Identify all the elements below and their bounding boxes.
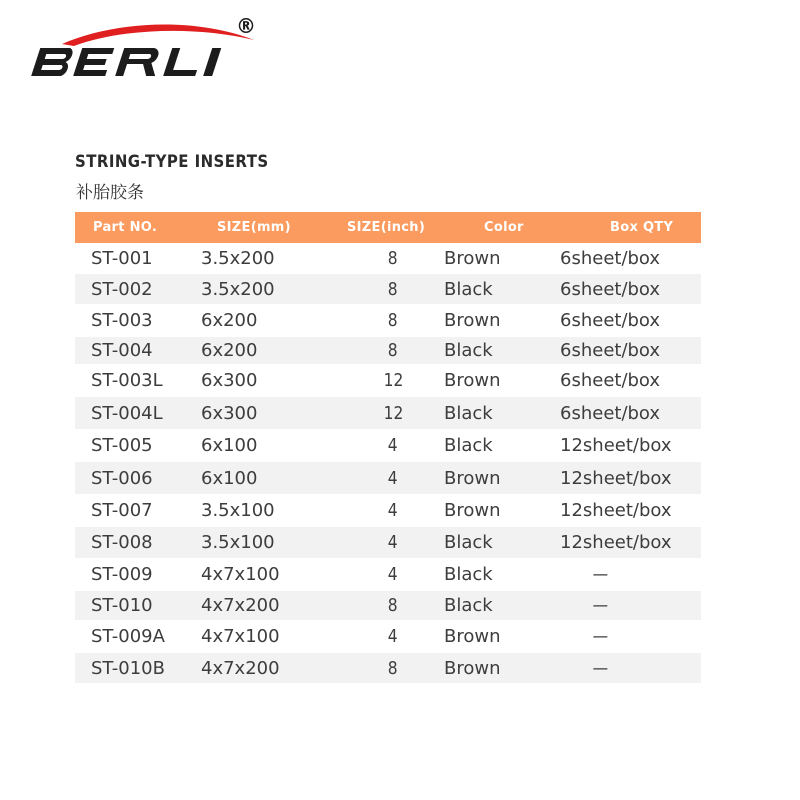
color-value: Brown bbox=[444, 467, 501, 489]
table-row bbox=[75, 337, 701, 364]
table-body bbox=[75, 243, 701, 683]
cell-part-no bbox=[91, 532, 217, 553]
cell-color bbox=[442, 564, 560, 585]
size-inch-value: 4 bbox=[388, 564, 398, 585]
color-value: Brown bbox=[444, 248, 501, 269]
part-no-value: ST-002 bbox=[91, 278, 153, 300]
size-inch-value: 8 bbox=[388, 248, 398, 269]
column-header-size-inch: SIZE(inch) bbox=[347, 220, 426, 235]
column-header-box-qty: Box QTY bbox=[610, 220, 674, 235]
box-qty-value: 6sheet/box bbox=[560, 248, 661, 269]
cell-box-qty bbox=[560, 564, 700, 585]
table-row bbox=[75, 364, 701, 397]
cell-size-inch bbox=[344, 340, 442, 361]
cell-size-mm bbox=[201, 532, 344, 553]
cell-color bbox=[442, 403, 560, 424]
box-qty-value: 6sheet/box bbox=[560, 278, 661, 300]
box-qty-value: 12sheet/box bbox=[560, 532, 672, 553]
product-table bbox=[75, 212, 701, 683]
berli-logo bbox=[22, 18, 272, 80]
cell-part-no bbox=[91, 500, 217, 521]
cell-part-no bbox=[91, 658, 217, 679]
cell-box-qty bbox=[560, 626, 700, 647]
size-inch-value: 4 bbox=[388, 435, 398, 456]
cell-part-no bbox=[91, 370, 217, 391]
table-row bbox=[75, 274, 701, 304]
cell-part-no bbox=[91, 595, 217, 616]
table-row bbox=[75, 591, 701, 620]
cell-size-mm bbox=[201, 340, 344, 361]
color-value: Brown bbox=[444, 370, 501, 391]
cell-size-inch bbox=[344, 248, 442, 269]
size-mm-value: 4x7x100 bbox=[201, 564, 280, 585]
size-mm-value: 3.5x200 bbox=[201, 278, 275, 300]
size-mm-value: 3.5x200 bbox=[201, 248, 275, 269]
part-no-value: ST-007 bbox=[91, 500, 153, 521]
table-row bbox=[75, 494, 701, 527]
cell-part-no bbox=[91, 403, 217, 424]
cell-color bbox=[442, 370, 560, 391]
part-no-value: ST-004L bbox=[91, 402, 163, 424]
table-row bbox=[75, 527, 701, 558]
color-value: Black bbox=[444, 435, 493, 456]
size-inch-value: 8 bbox=[388, 595, 398, 616]
color-value: Brown bbox=[444, 310, 501, 331]
color-value: Brown bbox=[444, 657, 501, 679]
cell-size-mm bbox=[201, 435, 344, 456]
size-inch-value: 12 bbox=[383, 370, 403, 391]
cell-size-mm bbox=[201, 626, 344, 647]
table-row bbox=[75, 397, 701, 429]
cell-size-inch bbox=[344, 310, 442, 331]
table-row bbox=[75, 558, 701, 591]
cell-size-mm bbox=[201, 500, 344, 521]
column-header-part-no: Part NO. bbox=[93, 220, 158, 235]
size-inch-value: 4 bbox=[388, 467, 398, 489]
part-no-value: ST-006 bbox=[91, 467, 153, 489]
box-qty-value: — bbox=[592, 626, 609, 647]
cell-size-mm bbox=[201, 279, 344, 300]
cell-box-qty bbox=[560, 310, 700, 331]
cell-box-qty bbox=[560, 435, 700, 456]
column-header-color: Color bbox=[484, 220, 524, 235]
cell-color bbox=[442, 468, 560, 489]
cell-box-qty bbox=[560, 468, 700, 489]
cell-color bbox=[442, 658, 560, 679]
cell-part-no bbox=[91, 340, 217, 361]
size-inch-value: 8 bbox=[388, 340, 398, 361]
color-value: Black bbox=[444, 595, 493, 616]
cell-box-qty bbox=[560, 279, 700, 300]
cell-size-inch bbox=[344, 626, 442, 647]
cell-size-mm bbox=[201, 595, 344, 616]
cell-size-inch bbox=[344, 658, 442, 679]
part-no-value: ST-001 bbox=[91, 248, 153, 269]
color-value: Black bbox=[444, 278, 493, 300]
table-row bbox=[75, 304, 701, 337]
box-qty-value: 12sheet/box bbox=[560, 467, 672, 489]
cell-color bbox=[442, 532, 560, 553]
cell-box-qty bbox=[560, 340, 700, 361]
cell-size-mm bbox=[201, 658, 344, 679]
part-no-value: ST-003 bbox=[91, 310, 153, 331]
section-title: STRING-TYPE INSERTS bbox=[75, 152, 269, 172]
color-value: Black bbox=[444, 340, 493, 361]
cell-size-mm bbox=[201, 564, 344, 585]
size-mm-value: 6x100 bbox=[201, 467, 258, 489]
cell-color bbox=[442, 500, 560, 521]
cell-size-inch bbox=[344, 435, 442, 456]
section-subtitle: 补胎胶条 bbox=[76, 183, 144, 203]
size-mm-value: 4x7x100 bbox=[201, 626, 280, 647]
cell-size-inch bbox=[344, 500, 442, 521]
part-no-value: ST-008 bbox=[91, 532, 153, 553]
cell-size-inch bbox=[344, 532, 442, 553]
cell-size-mm bbox=[201, 370, 344, 391]
cell-size-mm bbox=[201, 468, 344, 489]
cell-box-qty bbox=[560, 595, 700, 616]
box-qty-value: — bbox=[592, 564, 609, 585]
cell-color bbox=[442, 435, 560, 456]
part-no-value: ST-009 bbox=[91, 564, 153, 585]
part-no-value: ST-010 bbox=[91, 595, 153, 616]
cell-size-inch bbox=[344, 279, 442, 300]
cell-size-inch bbox=[344, 403, 442, 424]
color-value: Brown bbox=[444, 626, 501, 647]
cell-part-no bbox=[91, 279, 217, 300]
part-no-value: ST-005 bbox=[91, 435, 153, 456]
cell-part-no bbox=[91, 626, 217, 647]
cell-box-qty bbox=[560, 658, 700, 679]
table-row bbox=[75, 462, 701, 494]
color-value: Black bbox=[444, 402, 493, 424]
cell-box-qty bbox=[560, 248, 700, 269]
size-mm-value: 3.5x100 bbox=[201, 532, 275, 553]
box-qty-value: — bbox=[592, 595, 609, 616]
cell-part-no bbox=[91, 248, 217, 269]
size-mm-value: 6x100 bbox=[201, 435, 258, 456]
box-qty-value: 6sheet/box bbox=[560, 370, 661, 391]
box-qty-value: 6sheet/box bbox=[560, 340, 661, 361]
table-row bbox=[75, 243, 701, 274]
table-row bbox=[75, 653, 701, 683]
size-mm-value: 6x300 bbox=[201, 370, 258, 391]
box-qty-value: — bbox=[592, 657, 609, 679]
size-mm-value: 3.5x100 bbox=[201, 500, 275, 521]
cell-color bbox=[442, 595, 560, 616]
size-inch-value: 8 bbox=[388, 657, 398, 679]
cell-box-qty bbox=[560, 500, 700, 521]
cell-part-no bbox=[91, 310, 217, 331]
size-inch-value: 4 bbox=[388, 500, 398, 521]
registered-mark: ® bbox=[236, 14, 256, 38]
size-mm-value: 4x7x200 bbox=[201, 657, 280, 679]
cell-size-inch bbox=[344, 564, 442, 585]
box-qty-value: 6sheet/box bbox=[560, 310, 661, 331]
size-inch-value: 12 bbox=[383, 402, 403, 424]
color-value: Black bbox=[444, 532, 493, 553]
cell-color bbox=[442, 310, 560, 331]
cell-size-inch bbox=[344, 595, 442, 616]
cell-box-qty bbox=[560, 403, 700, 424]
size-mm-value: 6x200 bbox=[201, 310, 258, 331]
cell-size-mm bbox=[201, 310, 344, 331]
table-row bbox=[75, 429, 701, 462]
cell-color bbox=[442, 279, 560, 300]
cell-box-qty bbox=[560, 532, 700, 553]
table-header bbox=[75, 212, 701, 243]
cell-part-no bbox=[91, 435, 217, 456]
size-inch-value: 4 bbox=[388, 626, 398, 647]
size-inch-value: 8 bbox=[388, 310, 398, 331]
box-qty-value: 12sheet/box bbox=[560, 435, 672, 456]
part-no-value: ST-009A bbox=[91, 626, 165, 647]
cell-size-mm bbox=[201, 403, 344, 424]
color-value: Black bbox=[444, 564, 493, 585]
size-mm-value: 6x300 bbox=[201, 402, 258, 424]
size-inch-value: 4 bbox=[388, 532, 398, 553]
cell-part-no bbox=[91, 468, 217, 489]
column-header-size-mm: SIZE(mm) bbox=[217, 220, 291, 235]
cell-size-mm bbox=[201, 248, 344, 269]
cell-part-no bbox=[91, 564, 217, 585]
table-row bbox=[75, 620, 701, 653]
part-no-value: ST-004 bbox=[91, 340, 153, 361]
size-inch-value: 8 bbox=[388, 278, 398, 300]
size-mm-value: 6x200 bbox=[201, 340, 258, 361]
cell-color bbox=[442, 248, 560, 269]
cell-box-qty bbox=[560, 370, 700, 391]
cell-size-inch bbox=[344, 468, 442, 489]
box-qty-value: 12sheet/box bbox=[560, 500, 672, 521]
cell-color bbox=[442, 626, 560, 647]
part-no-value: ST-010B bbox=[91, 657, 165, 679]
size-mm-value: 4x7x200 bbox=[201, 595, 280, 616]
cell-color bbox=[442, 340, 560, 361]
part-no-value: ST-003L bbox=[91, 370, 163, 391]
cell-size-inch bbox=[344, 370, 442, 391]
box-qty-value: 6sheet/box bbox=[560, 402, 661, 424]
color-value: Brown bbox=[444, 500, 501, 521]
